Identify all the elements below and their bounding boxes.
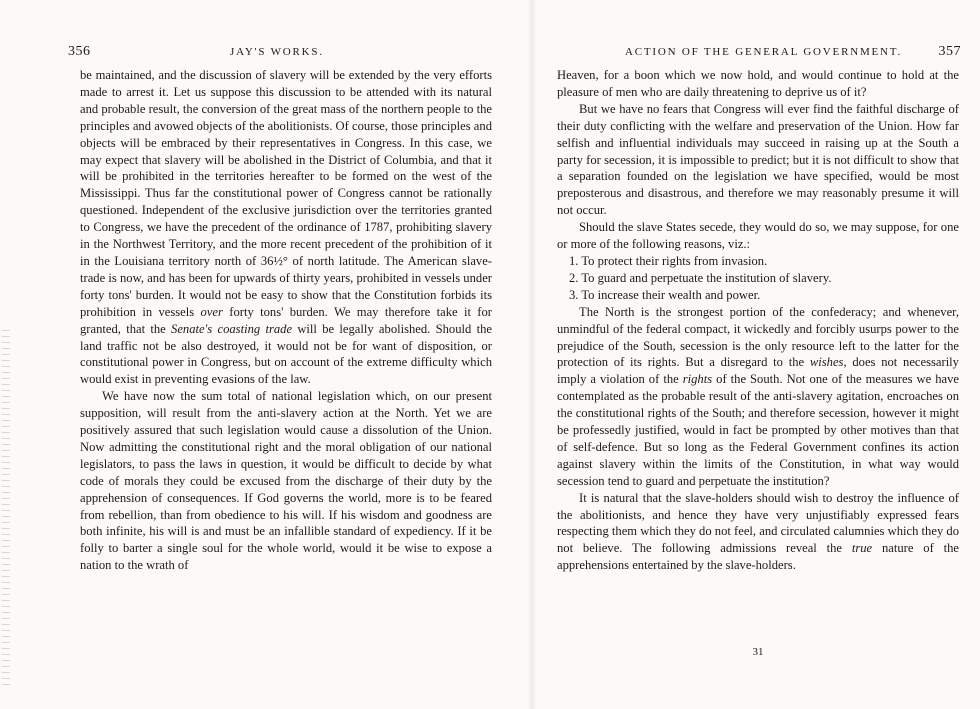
text-run: does not necessarily imply a violation of the — [557, 355, 959, 387]
reason-list-item: 1. To protect their rights from invasion. — [569, 253, 768, 268]
left-page-number: 356 — [68, 44, 91, 59]
left-paragraph-1 — [80, 67, 492, 388]
reason-list-item: 3. To increase their wealth and power. — [569, 287, 761, 302]
italic-run: wishes, — [809, 355, 847, 370]
left-page-body — [80, 67, 492, 574]
right-paragraph-3: Should the slave States secede, they would do so, we may suppose, for one or more of the following reasons, viz.: — [557, 220, 959, 252]
right-paragraph-4 — [557, 304, 959, 490]
right-page-number: 357 — [938, 44, 961, 59]
text-run: will be legally abolished. Should the land traffic not be also destroyed, it would not be for want of disposition, or constitutional power in Congress, but on account of the extreme difficulty which would exist in preventing evasions of the law. — [80, 321, 492, 387]
right-page-body — [557, 67, 959, 574]
italic-run: Senate's coasting trade — [171, 321, 293, 336]
left-page — [68, 0, 492, 574]
text-run: forty tons' burden. We may therefore take it for granted, that the — [80, 304, 492, 336]
text-run: The North is the strongest portion of the confederacy; and whenever, unmindful of the federal compact, it wickedly and forcibly usurps power to the prejudice of the South, secession is the only resource left to the latter for the protection of its rights. But a disregard to the — [557, 304, 959, 370]
right-page — [557, 0, 961, 658]
right-paragraph-2: But we have no fears that Congress will ever find the faithful discharge of their duty conflicting with the welfare and preservation of the Union. How far selfish and influential individuals may succeed in raising up at the South a party for secession, it is impossible to predict; but it is not difficult to show that a separation founded on the legislation we have specified, would be most preposterous and disastrous, and therefore we may reasonably presume it will not occur. — [557, 101, 959, 218]
left-running-title: JAY'S WORKS. — [230, 46, 324, 58]
text-run: be maintained, and the discussion of slavery will be extended by the very efforts made to arrest it. Let us suppose this discussion to be attended with its natural and probable result, the conversion of the great mass of the northern people to the principles and avowed objects of the abolitionists. Of course, those principles and objects will be embraced by their representatives in Congress. In this case, we may expect that slavery will be abolished in the District of Columbia, and that it will be prohibited in the territories hereafter to be formed on the west of the Mississippi. Thus far the constitutional power of Congress cannot be rationally questioned. Independent of the exclusive jurisdiction over the territories granted to Congress, we have the precedent of the ordinance of 1787, prohibiting slavery in the Northwest Territory, and the more recent precedent of the prohibition of it in the Louisiana territory north of 36½° of north latitude. The American slave-trade is now, and has been for upwards of thirty years, prohibited in vessels under forty tons' burden. It would not be easy to show that the Constitution forbids its prohibition in vessels — [80, 68, 492, 319]
text-run: of the South. Not one of the measures we have contemplated as the probable result of the anti-slavery agitation, encroaches on the constitutional rights of the South; and therefore secession, however it might be professedly justified, would in fact be prompted by other motives than that of self-defence. But so long as the Federal Government confines its action against slavery within the limits of the Constitution, in what way would secession tend to guard and perpetuate the institution? — [557, 372, 959, 488]
left-paragraph-2: We have now the sum total of national legislation which, on our present supposition, will result from the anti-slavery action at the North. Yet we are positively assured that such legislation would cause a dissolution of the Union. Now admitting the constitutional right and the moral obligation of our national legislators, to pass the laws in question, it would be difficult to decide by what code of morals they could be excused from the discharge of their duty by the apprehension of consequences. If God governs the world, more is to be feared from rebellion, than from obedience to his will. If his wisdom and goodness are both infinite, his will is and must be an infallible standard of expediency. If it be folly to barter a single soul for the whole world, would it be wise to expose a nation to the wrath of — [80, 389, 492, 573]
italic-run: true — [851, 541, 873, 556]
text-run: nature of the apprehensions entertained by the slave-holders. — [557, 541, 959, 573]
left-page-header — [68, 44, 492, 64]
text-run: It is natural that the slave-holders should wish to destroy the influence of the abolitionists, and hence they have very unjustifiably expressed fears respecting them which they do not feel, and circulated calumnies which they do not believe. The following admissions reveal the — [557, 490, 959, 556]
right-paragraph-1: Heaven, for a boon which we now hold, and would continue to hold at the pleasure of men who are daily threatening to deprive us of it? — [557, 68, 959, 99]
right-page-header — [557, 44, 959, 64]
italic-run: over — [200, 304, 223, 319]
page-gutter — [527, 0, 537, 709]
italic-run: rights — [682, 372, 713, 387]
reason-list-item: 2. To guard and perpetuate the institution of slavery. — [569, 270, 832, 285]
signature-mark: 31 — [752, 646, 764, 658]
right-running-title: ACTION OF THE GENERAL GOVERNMENT. — [625, 46, 903, 58]
page-edge-marks — [2, 330, 10, 690]
right-paragraph-5 — [557, 490, 959, 575]
